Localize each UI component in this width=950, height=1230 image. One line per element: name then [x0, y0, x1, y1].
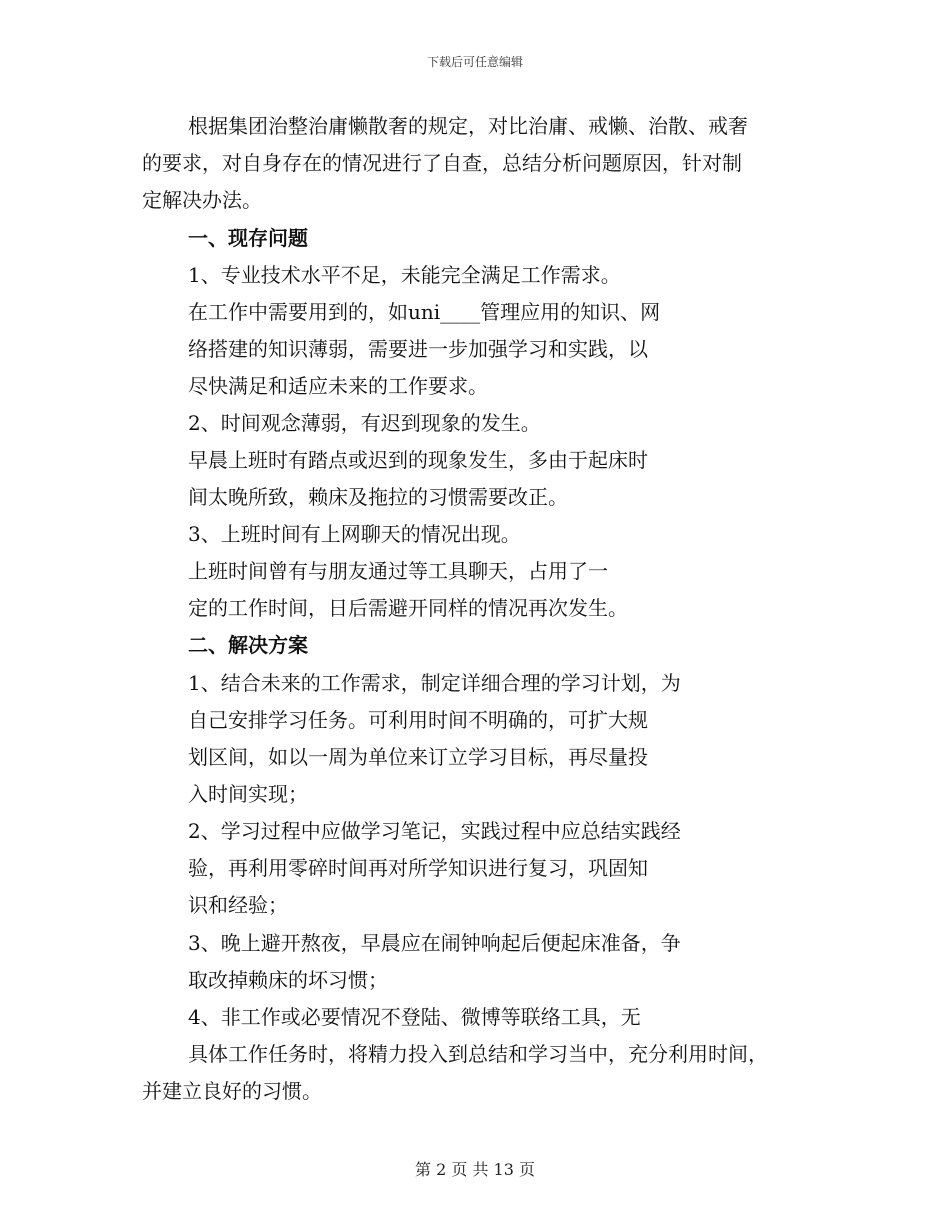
solution-1-line-1: 1、结合未来的工作需求，制定详细合理的学习计划，为 [188, 671, 681, 695]
intro-line-1: 根据集团治整治庸懒散奢的规定，对比治庸、戒懒、治散、戒奢 [188, 114, 748, 138]
solution-2-line-3: 识和经验； [188, 893, 288, 917]
problem-3-line-1: 上班时间曾有与朋友通过等工具聊天，占用了一 [188, 559, 608, 583]
problem-1-line-1: 在工作中需要用到的，如uni____管理应用的知识、网 [188, 300, 661, 324]
solution-1-line-4: 入时间实现； [188, 782, 308, 806]
solution-1-line-2: 自己安排学习任务。可利用时间不明确的，可扩大规 [188, 708, 648, 732]
solution-3-line-1: 3、晚上避开熬夜，早晨应在闹钟响起后便起床准备，争 [188, 931, 681, 955]
problem-3-line-2: 定的工作时间，日后需避开同样的情况再次发生。 [188, 596, 628, 620]
problem-3-title: 3、上班时间有上网聊天的情况出现。 [188, 522, 521, 546]
intro-line-3: 定解决办法。 [142, 188, 262, 212]
intro-line-2: 的要求，对自身存在的情况进行了自查，总结分析问题原因，针对制 [142, 151, 742, 175]
problem-1-title: 1、专业技术水平不足，未能完全满足工作需求。 [188, 263, 621, 287]
solution-4-line-1: 4、非工作或必要情况不登陆、微博等联络工具，无 [188, 1005, 641, 1029]
problem-1-line-2: 络搭建的知识薄弱，需要进一步加强学习和实践，以 [188, 337, 648, 361]
problem-2-title: 2、时间观念薄弱，有迟到现象的发生。 [188, 411, 541, 435]
solution-2-line-1: 2、学习过程中应做学习笔记，实践过程中应总结实践经 [188, 819, 681, 843]
section-heading-problems: 一、现存问题 [188, 226, 308, 250]
problem-2-line-1: 早晨上班时有踏点或迟到的现象发生，多由于起床时 [188, 448, 648, 472]
solution-2-line-2: 验，再利用零碎时间再对所学知识进行复习，巩固知 [188, 856, 648, 880]
problem-2-line-2: 间太晚所致，赖床及拖拉的习惯需要改正。 [188, 485, 568, 509]
solution-1-line-3: 划区间，如以一周为单位来订立学习目标，再尽量投 [188, 745, 648, 769]
page-number-footer: 第 2 页 共 13 页 [415, 1160, 535, 1179]
solution-4-line-2: 具体工作任务时，将精力投入到总结和学习当中，充分利用时间， [188, 1042, 768, 1066]
problem-1-line-3: 尽快满足和适应未来的工作要求。 [188, 374, 488, 398]
solution-3-line-2: 取改掉赖床的坏习惯； [188, 968, 388, 992]
section-heading-solutions: 二、解决方案 [188, 633, 308, 657]
page-header: 下载后可任意编辑 [426, 55, 523, 69]
solution-4-line-3: 并建立良好的习惯。 [142, 1079, 322, 1103]
